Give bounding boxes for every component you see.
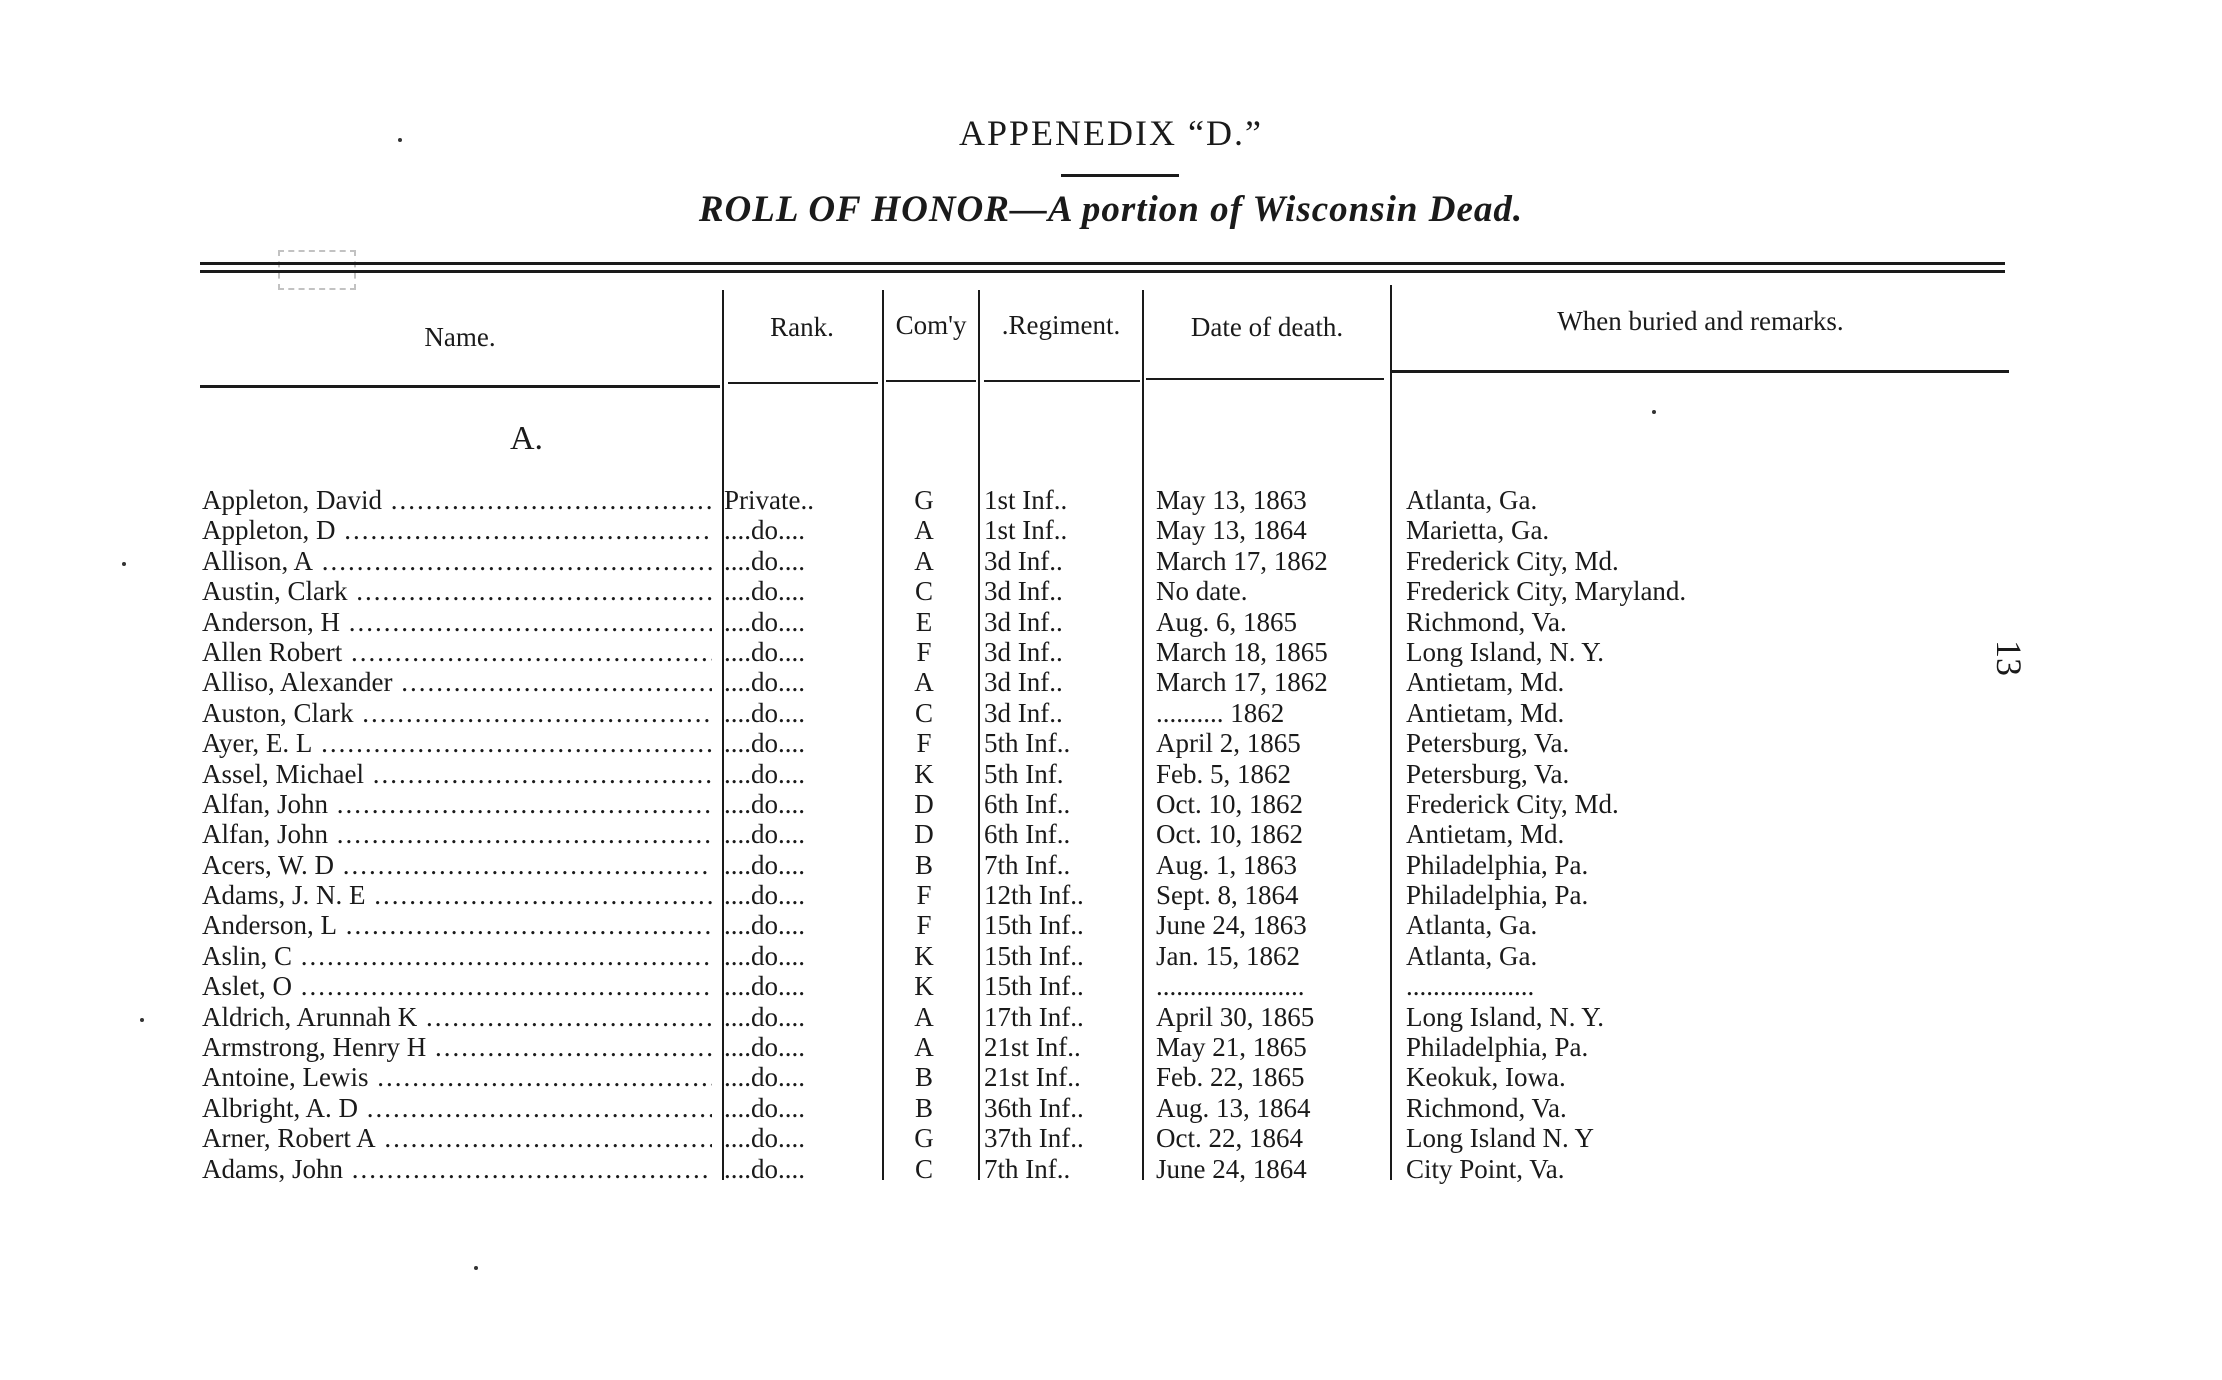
cell-company: B (914, 1062, 933, 1093)
paper-speck (140, 1018, 144, 1022)
title-rule (1061, 174, 1179, 177)
table-row (0, 698, 2222, 728)
cell-name: Appleton, David ..... (202, 485, 712, 515)
cell-regiment: 6th Inf.. (984, 819, 1071, 850)
cell-company: E (915, 606, 933, 637)
table-row (0, 485, 2222, 515)
cell-regiment: 21st Inf.. (984, 1062, 1081, 1093)
table-row (0, 576, 2222, 606)
table-row (0, 515, 2222, 545)
cell-remarks: Antietam, Md. (1406, 697, 1565, 728)
cell-remarks: Keokuk, Iowa. (1406, 1062, 1566, 1093)
table-row (0, 850, 2222, 880)
cell-name: Ayer, E. L ..... (202, 728, 712, 758)
cell-regiment: 15th Inf.. (984, 940, 1084, 971)
table-row (0, 789, 2222, 819)
header-bottom-rule-company (886, 380, 976, 382)
cell-regiment: 5th Inf.. (984, 728, 1071, 759)
cell-rank: ....do.... (724, 971, 805, 1002)
table-top-rule-2 (200, 270, 2005, 273)
cell-date: June 24, 1864 (1156, 1153, 1307, 1184)
column-header-remarks: When buried and remarks. (1557, 306, 1844, 336)
cell-rank: ....do.... (724, 728, 805, 759)
cell-company: F (916, 636, 932, 667)
cell-remarks: Atlanta, Ga. (1406, 485, 1538, 515)
cell-rank: ....do.... (724, 819, 805, 850)
cell-rank: ....do.... (724, 515, 805, 546)
cell-company: F (916, 880, 932, 911)
cell-date: Aug. 1, 1863 (1156, 849, 1297, 880)
cell-remarks: ................... (1406, 971, 1535, 1002)
cell-rank: ....do.... (724, 910, 805, 941)
cell-company: K (914, 971, 934, 1002)
cell-remarks: Long Island N. Y (1406, 1123, 1594, 1154)
cell-regiment: 3d Inf.. (984, 667, 1063, 698)
column-header-regiment: .Regiment. (1001, 310, 1121, 340)
cell-regiment: 15th Inf.. (984, 971, 1084, 1002)
cell-name: Acers, W. D ..... (202, 850, 712, 880)
cell-rank: ....do.... (724, 636, 805, 667)
cell-date: Jan. 15, 1862 (1156, 940, 1300, 971)
table-row (0, 728, 2222, 758)
cell-name: Armstrong, Henry H ..... (202, 1032, 712, 1062)
cell-rank: ....do.... (724, 1001, 805, 1032)
cell-name: Adams, J. N. E ..... (202, 880, 712, 910)
cell-name: Assel, Michael ..... (202, 759, 712, 789)
cell-date: May 13, 1864 (1156, 515, 1307, 546)
cell-regiment: 7th Inf.. (984, 849, 1071, 880)
cell-date: March 18, 1865 (1156, 636, 1328, 667)
cell-remarks: Frederick City, Maryland. (1406, 576, 1687, 607)
roll-table-body (0, 485, 2222, 1184)
cell-name: Albright, A. D ..... (202, 1093, 712, 1123)
table-row (0, 1154, 2222, 1184)
cell-company: G (914, 1123, 934, 1154)
cell-company: F (916, 728, 932, 759)
cell-name: Auston, Clark ..... (202, 698, 712, 728)
header-bottom-rule-remarks (1392, 370, 2009, 373)
cell-regiment: 5th Inf. (984, 758, 1064, 789)
header-bottom-rule-name (200, 385, 720, 388)
cell-name: Arner, Robert A ..... (202, 1123, 712, 1153)
section-letter: A. (510, 420, 544, 457)
cell-company: A (914, 1001, 934, 1032)
cell-regiment: 15th Inf.. (984, 910, 1084, 941)
cell-date: Oct. 10, 1862 (1156, 819, 1303, 850)
cell-date: ...................... (1156, 971, 1305, 1002)
table-row (0, 1123, 2222, 1153)
cell-rank: ....do.... (724, 1062, 805, 1093)
header-bottom-rule-date (1146, 378, 1384, 380)
cell-name: Alliso, Alexander ..... (202, 667, 712, 697)
cell-remarks: Marietta, Ga. (1406, 515, 1550, 546)
cell-rank: ....do.... (724, 576, 805, 607)
table-row (0, 819, 2222, 849)
cell-regiment: 3d Inf.. (984, 697, 1063, 728)
cell-remarks: Long Island, N. Y. (1406, 636, 1604, 667)
cell-regiment: 6th Inf.. (984, 788, 1071, 819)
cell-date: April 2, 1865 (1156, 728, 1301, 759)
cell-regiment: 37th Inf.. (984, 1123, 1084, 1154)
cell-company: A (914, 667, 934, 698)
table-row (0, 1062, 2222, 1092)
cell-company: B (914, 849, 933, 880)
cell-date: Oct. 10, 1862 (1156, 788, 1303, 819)
appendix-heading: APPENEDIX “D.” (959, 113, 1263, 153)
cell-rank: ....do.... (724, 880, 805, 911)
cell-name: Alfan, John ..... (202, 819, 712, 849)
cell-company: G (914, 485, 934, 515)
table-row (0, 880, 2222, 910)
table-row (0, 971, 2222, 1001)
cell-company: C (914, 1153, 933, 1184)
table-row (0, 607, 2222, 637)
cell-date: No date. (1156, 576, 1248, 607)
header-bottom-rule-regiment (984, 380, 1140, 382)
cell-regiment: 1st Inf.. (984, 485, 1068, 515)
cell-name: Aslin, C ..... (202, 941, 712, 971)
table-row (0, 759, 2222, 789)
table-row (0, 941, 2222, 971)
cell-company: K (914, 940, 934, 971)
cell-regiment: 3d Inf.. (984, 636, 1063, 667)
cell-rank: ....do.... (724, 697, 805, 728)
paper-speck (1652, 410, 1656, 414)
cell-rank: ....do.... (724, 545, 805, 576)
page-number: 13 (1989, 640, 2029, 676)
cell-date: .......... 1862 (1156, 697, 1285, 728)
cell-name: Aslet, O ..... (202, 971, 712, 1001)
cell-name: Adams, John ..... (202, 1154, 712, 1184)
cell-date: May 21, 1865 (1156, 1032, 1307, 1063)
cell-company: C (914, 576, 933, 607)
cell-date: April 30, 1865 (1156, 1001, 1315, 1032)
cell-remarks: Frederick City, Md. (1406, 545, 1619, 576)
column-header-company: Com'y (895, 310, 967, 340)
cell-name: Antoine, Lewis ..... (202, 1062, 712, 1092)
cell-company: A (914, 515, 934, 546)
cell-company: K (914, 758, 934, 789)
cell-rank: ....do.... (724, 1153, 805, 1184)
cell-name: Allison, A ..... (202, 546, 712, 576)
cell-date: Feb. 5, 1862 (1156, 758, 1291, 789)
cell-rank: ....do.... (724, 940, 805, 971)
cell-regiment: 17th Inf.. (984, 1001, 1084, 1032)
cell-date: Sept. 8, 1864 (1156, 880, 1299, 911)
cell-rank: ....do.... (724, 667, 805, 698)
cell-regiment: 7th Inf.. (984, 1153, 1071, 1184)
cell-name: Aldrich, Arunnah K ..... (202, 1002, 712, 1032)
table-row (0, 1002, 2222, 1032)
cell-company: C (914, 697, 933, 728)
table-row (0, 667, 2222, 697)
column-header-date: Date of death. (1190, 312, 1344, 342)
table-row (0, 637, 2222, 667)
paper-speck (474, 1266, 478, 1270)
cell-company: D (914, 788, 934, 819)
cell-regiment: 12th Inf.. (984, 880, 1084, 911)
cell-rank: ....do.... (724, 1092, 805, 1123)
page-subtitle: ROLL OF HONOR—A portion of Wisconsin Dead. (698, 189, 1524, 230)
cell-rank: ....do.... (724, 606, 805, 637)
cell-regiment: 21st Inf.. (984, 1032, 1081, 1063)
cell-regiment: 3d Inf.. (984, 545, 1063, 576)
cell-name: Allen Robert ..... (202, 637, 712, 667)
paper-speck (122, 562, 126, 566)
table-row (0, 910, 2222, 940)
column-header-rank: Rank. (770, 312, 834, 342)
cell-remarks: Antietam, Md. (1406, 819, 1565, 850)
cell-company: F (916, 910, 932, 941)
cell-date: Oct. 22, 1864 (1156, 1123, 1303, 1154)
cell-regiment: 3d Inf.. (984, 576, 1063, 607)
cell-remarks: Atlanta, Ga. (1406, 940, 1538, 971)
cell-remarks: City Point, Va. (1406, 1153, 1565, 1184)
cell-date: June 24, 1863 (1156, 910, 1307, 941)
cell-rank: ....do.... (724, 758, 805, 789)
cell-name: Anderson, H ..... (202, 607, 712, 637)
cell-remarks: Richmond, Va. (1406, 606, 1567, 637)
header-bottom-rule-rank (728, 382, 878, 384)
cell-remarks: Atlanta, Ga. (1406, 910, 1538, 941)
cell-remarks: Philadelphia, Pa. (1406, 880, 1589, 911)
cell-name: Austin, Clark ..... (202, 576, 712, 606)
cell-company: B (914, 1092, 933, 1123)
column-header-name: Name. (424, 322, 496, 352)
cell-remarks: Petersburg, Va. (1406, 758, 1570, 789)
cell-regiment: 36th Inf.. (984, 1092, 1084, 1123)
cell-regiment: 1st Inf.. (984, 515, 1068, 546)
cell-rank: ....do.... (724, 1032, 805, 1063)
cell-date: March 17, 1862 (1156, 667, 1328, 698)
cell-remarks: Petersburg, Va. (1406, 728, 1570, 759)
cell-rank: ....do.... (724, 1123, 805, 1154)
cell-rank: ....do.... (724, 788, 805, 819)
cell-remarks: Richmond, Va. (1406, 1092, 1567, 1123)
cell-date: May 13, 1863 (1156, 485, 1307, 515)
cell-name: Appleton, D ..... (202, 515, 712, 545)
cell-date: Feb. 22, 1865 (1156, 1062, 1305, 1093)
paper-speck (398, 138, 402, 142)
cell-date: Aug. 13, 1864 (1156, 1092, 1311, 1123)
cell-date: March 17, 1862 (1156, 545, 1328, 576)
table-top-rule (200, 262, 2005, 265)
cell-rank: Private.. (724, 485, 814, 515)
cell-rank: ....do.... (724, 849, 805, 880)
cell-company: A (914, 1032, 934, 1063)
cell-remarks: Frederick City, Md. (1406, 788, 1619, 819)
cell-name: Anderson, L ..... (202, 910, 712, 940)
cell-remarks: Philadelphia, Pa. (1406, 1032, 1589, 1063)
cell-remarks: Antietam, Md. (1406, 667, 1565, 698)
table-row (0, 1093, 2222, 1123)
table-row (0, 546, 2222, 576)
cell-regiment: 3d Inf.. (984, 606, 1063, 637)
cell-remarks: Philadelphia, Pa. (1406, 849, 1589, 880)
cell-company: A (914, 545, 934, 576)
cell-date: Aug. 6, 1865 (1156, 606, 1297, 637)
cell-name: Alfan, John ..... (202, 789, 712, 819)
cell-company: D (914, 819, 934, 850)
cell-remarks: Long Island, N. Y. (1406, 1001, 1604, 1032)
table-row (0, 1032, 2222, 1062)
